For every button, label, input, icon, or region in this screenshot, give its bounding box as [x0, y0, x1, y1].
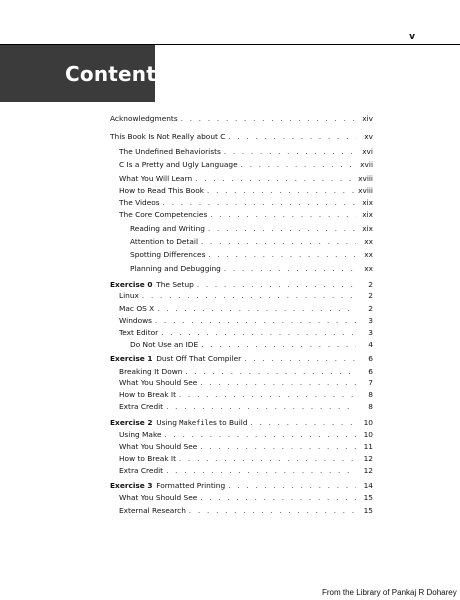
toc-entry-title-text: Windows	[119, 316, 152, 325]
toc-entry-title	[110, 280, 194, 290]
toc-entry-title	[119, 506, 186, 516]
toc-dot-leader	[244, 354, 356, 364]
toc-entry-page: 3	[368, 328, 373, 337]
toc-entry-title-text: Attention to Detail	[130, 237, 198, 246]
toc-entry	[119, 367, 373, 377]
toc-entry-page: 15	[363, 493, 373, 502]
toc-entry-page: xix	[362, 210, 373, 219]
toc-dot-leader	[201, 237, 356, 247]
toc-entry-title	[130, 264, 221, 274]
toc-entry-page: xv	[364, 132, 373, 141]
toc-entry-title	[130, 340, 198, 350]
toc-entry-title	[119, 390, 176, 400]
toc-dot-leader	[208, 250, 356, 260]
toc-entry-page: 8	[368, 402, 373, 411]
toc-entry-title-before: Using	[156, 418, 180, 427]
toc-entry-title-text: Extra Credit	[119, 402, 164, 411]
toc-entry-title-text: Mac OS X	[119, 304, 155, 313]
toc-entry-title-text: Spotting Differences	[130, 250, 206, 259]
toc-entry-title	[119, 291, 139, 301]
toc-entry-exercise-label: Exercise 1	[110, 354, 153, 363]
toc-entry	[130, 340, 373, 350]
toc-entry-title	[110, 114, 178, 124]
toc-dot-leader	[228, 132, 356, 142]
toc-entry-page: xvii	[360, 160, 373, 169]
toc-entry-page: 2	[368, 280, 373, 289]
toc-entry-page: 2	[368, 304, 373, 313]
toc-dot-leader	[195, 174, 355, 184]
toc-entry-page: xviii	[358, 174, 373, 183]
toc-entry-page: xiv	[362, 114, 373, 123]
toc-entry-title-text: This Book Is Not Really about C	[110, 132, 226, 141]
toc-dot-leader	[142, 291, 356, 301]
toc-entry-page: 8	[368, 390, 373, 399]
toc-entry	[110, 114, 373, 124]
toc-entry-title	[119, 493, 197, 503]
toc-entry	[119, 442, 373, 452]
toc-dot-leader	[224, 264, 356, 274]
toc-entry-page: 6	[368, 354, 373, 363]
toc-entry-page: xix	[362, 224, 373, 233]
toc-entry-title	[110, 418, 248, 428]
toc-entry	[130, 224, 373, 234]
toc-entry	[119, 198, 373, 208]
toc-entry-title-text: How to Read This Book	[119, 186, 205, 195]
toc-entry-title	[110, 354, 241, 364]
toc-entry-title	[119, 328, 158, 338]
toc-entry-page: 11	[363, 442, 373, 451]
toc-entry	[119, 378, 373, 388]
toc-entry	[119, 210, 373, 220]
toc-entry-exercise-label: Exercise 2	[110, 418, 153, 427]
toc-dot-leader	[181, 114, 356, 124]
toc-entry-title	[119, 454, 176, 464]
toc-entry-title	[119, 198, 160, 208]
toc-entry-title-text: The Undefined Behaviorists	[119, 147, 221, 156]
toc-entry-title-text: The Core Competencies	[119, 210, 208, 219]
toc-entry	[130, 264, 373, 274]
toc-dot-leader	[208, 224, 356, 234]
toc-entry-title	[110, 132, 225, 142]
toc-entry-title	[119, 430, 162, 440]
toc-entry	[119, 493, 373, 503]
toc-entry-title	[130, 250, 205, 260]
toc-entry-title-text: Breaking It Down	[119, 367, 183, 376]
toc-entry-title-text: What You Will Learn	[119, 174, 193, 183]
toc-entry-title	[119, 304, 154, 314]
toc-dot-leader	[241, 160, 356, 170]
toc-entry	[119, 466, 373, 476]
toc-entry-page: 10	[363, 418, 373, 427]
toc-entry-exercise-label: Exercise 3	[110, 481, 153, 490]
toc-dot-leader	[200, 378, 356, 388]
toc-entry-title	[130, 224, 205, 234]
toc-dot-leader	[251, 418, 356, 428]
toc-dot-leader	[210, 210, 356, 220]
toc-entry-page: 6	[368, 367, 373, 376]
toc-dot-leader	[200, 493, 356, 503]
toc-dot-leader	[179, 390, 356, 400]
toc-dot-leader	[157, 304, 356, 314]
toc-entry-title-text: What You Should See	[119, 442, 198, 451]
toc-dot-leader	[201, 340, 356, 350]
toc-entry-page: 14	[363, 481, 373, 490]
toc-entry-title-text: Extra Credit	[119, 466, 164, 475]
toc-entry-page: 12	[363, 466, 373, 475]
toc-entry	[119, 402, 373, 412]
toc-entry-title	[119, 442, 197, 452]
toc-entry-title	[119, 466, 163, 476]
toc-entry-title-text: Using Make	[119, 430, 162, 439]
toc-dot-leader	[165, 430, 356, 440]
toc-dot-leader	[189, 506, 356, 516]
toc-entry	[119, 304, 373, 314]
toc-entry-page: 12	[363, 454, 373, 463]
library-footer: From the Library of Pankaj R Doharey	[322, 588, 457, 597]
toc-entry-title	[119, 316, 152, 326]
toc-entry-title-text: Linux	[119, 291, 139, 300]
toc-dot-leader	[179, 454, 356, 464]
toc-entry-page: 2	[368, 291, 373, 300]
toc-entry-title	[119, 147, 221, 157]
toc-entry-title-text: Planning and Debugging	[130, 264, 221, 273]
toc-entry-title-text: Reading and Writing	[130, 224, 205, 233]
toc-entry-title	[119, 210, 207, 220]
toc-entry-exercise-label: Exercise 0	[110, 280, 153, 289]
toc-entry-page: 7	[368, 378, 373, 387]
toc-entry-page: xvi	[362, 147, 373, 156]
toc-entry	[119, 160, 373, 170]
toc-entry	[119, 291, 373, 301]
toc-entry-title-text: Do Not Use an IDE	[130, 340, 199, 349]
toc-entry-page: xx	[364, 250, 373, 259]
toc-dot-leader	[166, 402, 356, 412]
toc-entry-title-text: The Videos	[119, 198, 160, 207]
toc-entry-title	[130, 237, 198, 247]
toc-entry-title	[119, 378, 197, 388]
toc-entry-page: xx	[364, 237, 373, 246]
toc-dot-leader	[228, 481, 356, 491]
toc-entry-page: xix	[362, 198, 373, 207]
toc-entry-title-text: What You Should See	[119, 378, 198, 387]
toc-dot-leader	[185, 367, 356, 377]
toc-entry	[119, 506, 373, 516]
toc-entry	[119, 174, 373, 184]
toc-entry	[119, 454, 373, 464]
toc-dot-leader	[163, 198, 356, 208]
toc-entry	[110, 280, 373, 290]
toc-dot-leader	[207, 186, 355, 196]
toc-dot-leader	[197, 280, 356, 290]
toc-entry-page: xx	[364, 264, 373, 273]
toc-dot-leader	[200, 442, 356, 452]
toc-entry-title-after: s to Build	[212, 418, 248, 427]
toc-entry-page: xviii	[358, 186, 373, 195]
toc-entry	[119, 316, 373, 326]
contents-title: Contents	[65, 61, 169, 86]
toc-entry-title-text: How to Break It	[119, 454, 176, 463]
toc-entry	[119, 186, 373, 196]
toc-dot-leader	[166, 466, 356, 476]
toc-entry-title-text: Formatted Printing	[156, 481, 226, 490]
toc-entry-title	[119, 402, 163, 412]
toc-dot-leader	[224, 147, 356, 157]
toc-entry	[119, 430, 373, 440]
toc-entry	[110, 418, 373, 428]
toc-entry	[110, 481, 373, 491]
toc-entry-title-text: What You Should See	[119, 493, 198, 502]
toc-entry-title-text: C Is a Pretty and Ugly Language	[119, 160, 238, 169]
toc-entry-title	[119, 367, 182, 377]
toc-entry-page: 4	[368, 340, 373, 349]
toc-entry	[119, 390, 373, 400]
toc-entry	[130, 237, 373, 247]
toc-entry	[130, 250, 373, 260]
toc-entry-title-text: How to Break It	[119, 390, 176, 399]
toc-entry-title-text: Acknowledgments	[110, 114, 178, 123]
toc-entry-title-text: Dust Off That Compiler	[156, 354, 242, 363]
toc-dot-leader	[155, 316, 356, 326]
toc-entry-title	[119, 160, 238, 170]
toc-entry-page: 3	[368, 316, 373, 325]
toc-entry-title	[110, 481, 225, 491]
toc-entry	[110, 132, 373, 142]
toc-entry-page: 15	[363, 506, 373, 515]
page-number: v	[409, 32, 415, 42]
toc-entry-title-text: The Setup	[156, 280, 194, 289]
toc-entry	[119, 147, 373, 157]
toc-entry-title-code: Makefile	[179, 419, 213, 427]
toc-entry-title-text: External Research	[119, 506, 186, 515]
toc-entry	[119, 328, 373, 338]
toc-entry-title	[119, 174, 192, 184]
toc-entry-page: 10	[363, 430, 373, 439]
toc-dot-leader	[161, 328, 356, 338]
toc-entry	[110, 354, 373, 364]
toc-entry-title	[119, 186, 204, 196]
toc-entry-title-text: Text Editor	[119, 328, 159, 337]
